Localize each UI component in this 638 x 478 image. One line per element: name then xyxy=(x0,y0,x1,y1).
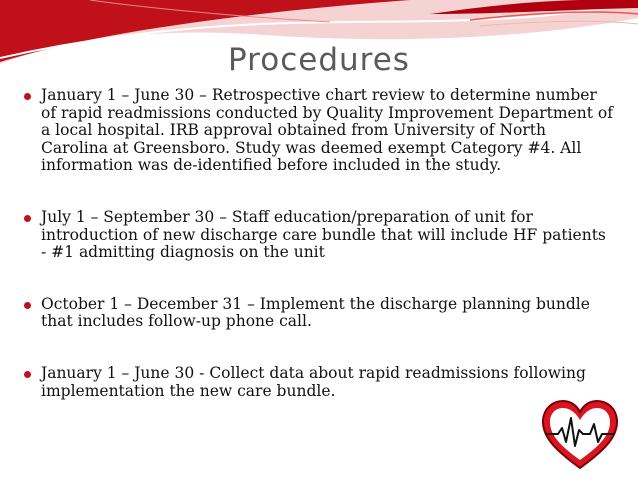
bullet-dot-icon xyxy=(24,371,31,378)
bullet-item xyxy=(24,87,614,175)
slide-title: Procedures xyxy=(228,42,410,78)
heart-ekg-icon xyxy=(540,398,620,472)
bullet-item xyxy=(24,296,614,331)
bullet-list xyxy=(24,87,614,400)
bullet-dot-icon xyxy=(24,302,31,309)
bullet-text: July 1 – September 30 – Staff education/preparation of unit for introduction of new discharge care bundle that will include HF patients - #1 admitting diagnosis on the unit xyxy=(41,207,606,262)
bullet-dot-icon xyxy=(24,215,31,222)
bullet-item xyxy=(24,365,614,400)
bullet-item xyxy=(24,209,614,262)
bullet-text: October 1 – December 31 – Implement the discharge planning bundle that includes follow-up phone call. xyxy=(41,294,590,331)
bullet-dot-icon xyxy=(24,93,31,100)
bullet-text: January 1 – June 30 – Retrospective chart review to determine number of rapid readmissions conducted by Quality Improvement Department of a local hospital. IRB approval obtained from University of North Carolina at Greensboro. Study was deemed exempt Category #4. All information was de-identified before included in the study. xyxy=(41,86,613,175)
bullet-text: January 1 – June 30 - Collect data about rapid readmissions following implementation the new care bundle. xyxy=(41,363,586,400)
